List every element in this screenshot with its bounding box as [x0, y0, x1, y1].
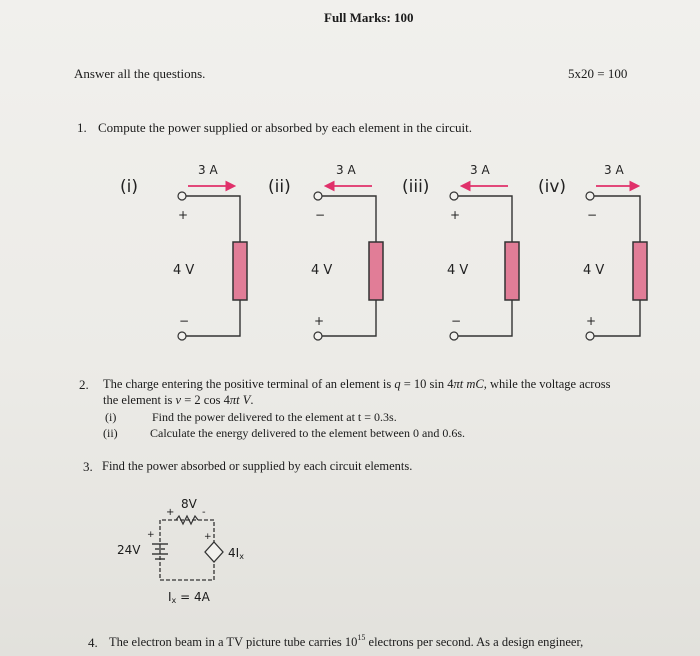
q2-sub-ii-label: (ii): [103, 426, 118, 440]
q4-text-a: The electron beam in a TV picture tube carries 10: [109, 635, 358, 649]
circuit-iv-top-sign: −: [587, 208, 598, 222]
q4-text: [109, 635, 583, 650]
q2-pi-t-2: πt: [229, 393, 240, 407]
q3-resistor-label: 8V: [181, 497, 197, 511]
q3-current-label-sub: x: [171, 596, 177, 605]
q4-exponent: 15: [357, 633, 366, 642]
q3-dep-label: [228, 546, 244, 560]
circuit-ii-top-sign: −: [315, 208, 326, 222]
circuit-ii-voltage: 4 V: [311, 263, 333, 278]
circuit-iii-top-sign: +: [450, 208, 461, 222]
q3-dep-label-main: 4I: [228, 546, 240, 560]
q2-line2-b: = 2 cos 4: [181, 393, 230, 407]
circuit-ii-current: 3 A: [336, 163, 356, 177]
circuit-iii-bottom-sign: −: [451, 314, 462, 328]
q3-number: 3.: [83, 459, 93, 474]
circuit-iii-voltage: 4 V: [447, 263, 469, 278]
circuit-ii-roman: (ii): [268, 177, 291, 197]
circuit-iv-voltage: 4 V: [583, 263, 605, 278]
circuit-i-voltage: 4 V: [173, 263, 195, 278]
marks-scheme: 5x20 = 100: [568, 66, 628, 81]
q2-sub-i-text: Find the power delivered to the element at t = 0.3s.: [152, 410, 397, 424]
answer-all-instruction: Answer all the questions.: [74, 66, 206, 81]
full-marks: Full Marks: 100: [324, 10, 414, 25]
circuit-iv-roman: (iv): [538, 177, 567, 197]
q4-text-b: electrons per second. As a design engineer,: [365, 635, 584, 649]
q2-q-symbol: q: [394, 377, 401, 391]
circuit-iii-roman: (iii): [402, 177, 430, 197]
q2-number: 2.: [79, 377, 89, 392]
q3-dep-label-sub: x: [239, 552, 244, 561]
q2-line1-b: = 10 sin 4: [400, 377, 454, 391]
q2-unit-v: V: [239, 393, 251, 407]
q2-unit-mc: mC: [463, 377, 484, 391]
q2-pi-t-1: πt: [453, 377, 464, 391]
q2-line2-c: .: [250, 393, 254, 407]
q2-v-symbol: v: [175, 393, 182, 407]
q3-current-label: [168, 590, 210, 604]
q4-number: 4.: [88, 635, 98, 650]
q2-sub-ii-text: Calculate the energy delivered to the element between 0 and 0.6s.: [150, 426, 465, 440]
q2-line1-a: The charge entering the positive terminal of an element is: [103, 377, 395, 391]
q2-line1-c: , while the voltage across: [483, 377, 611, 391]
q3-source-label: 24V: [117, 543, 141, 557]
circuit-iii-current: 3 A: [470, 163, 490, 177]
circuit-i-bottom-sign: −: [179, 314, 190, 328]
q3-source-plus: +: [147, 530, 155, 540]
q3-dep-plus: +: [204, 532, 212, 542]
q3-current-label-main: I: [168, 590, 172, 604]
circuit-iv-current: 3 A: [604, 163, 624, 177]
dependent-source-diamond: [205, 542, 223, 562]
circuit-i-top-sign: +: [178, 208, 189, 222]
q3-text: Find the power absorbed or supplied by each circuit elements.: [102, 459, 413, 473]
circuit-iv-bottom-sign: +: [586, 314, 597, 328]
q1-number: 1.: [77, 120, 87, 135]
circuit-i-roman: (i): [120, 177, 138, 197]
q1-text: Compute the power supplied or absorbed by each element in the circuit.: [98, 120, 472, 135]
q3-resistor-plus: +: [166, 507, 175, 518]
q3-resistor-minus: -: [202, 507, 206, 518]
q2-sub-i-label: (i): [105, 410, 117, 424]
circuit-i-current: 3 A: [198, 163, 218, 177]
q2-line2-a: the element is: [103, 393, 176, 407]
q3-current-label-rest: = 4A: [176, 590, 210, 604]
circuit-ii-bottom-sign: +: [314, 314, 325, 328]
